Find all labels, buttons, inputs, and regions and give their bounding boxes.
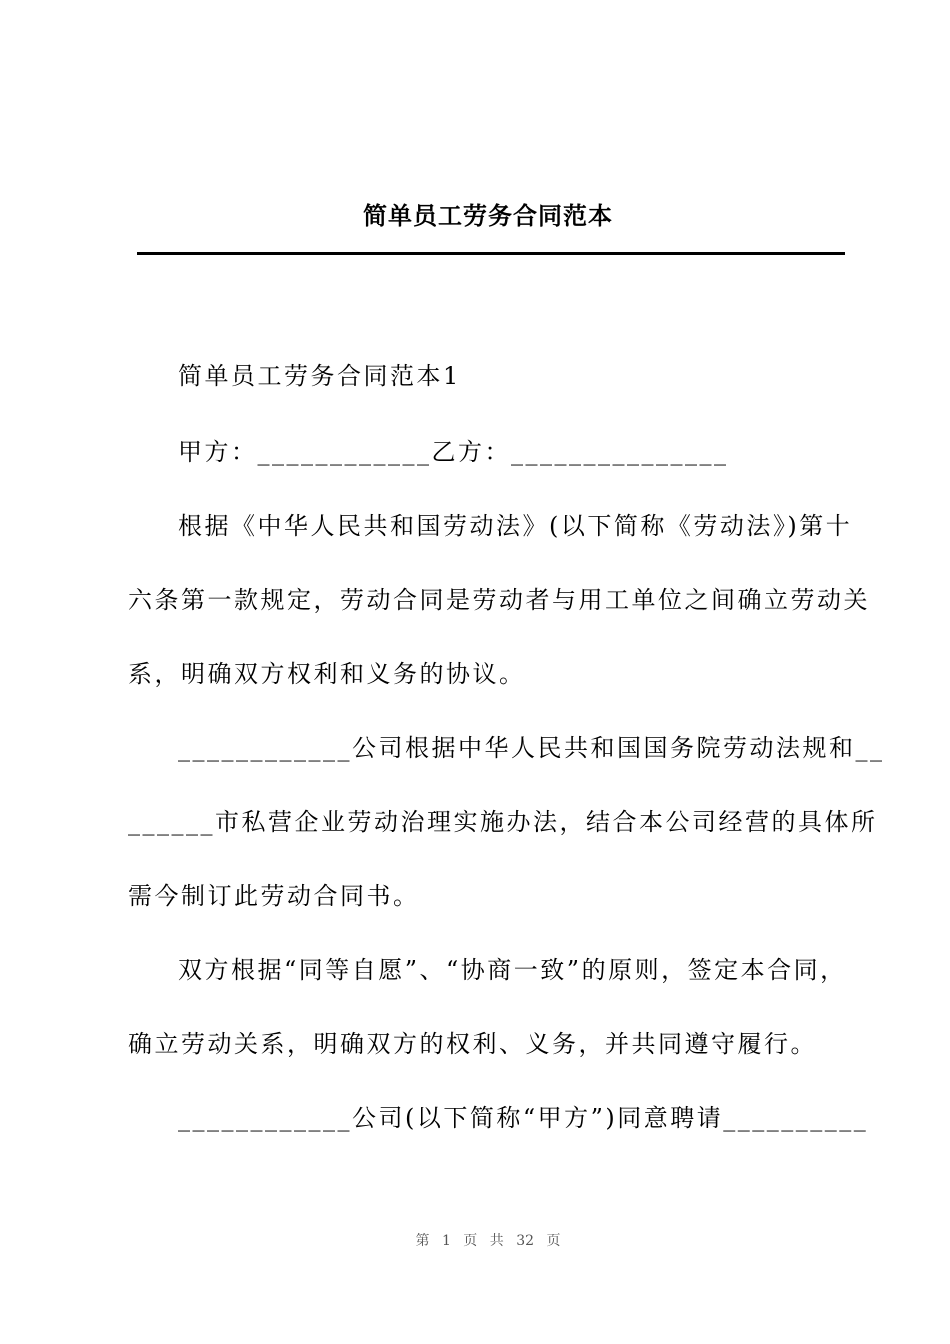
body-line: 系，明确双方权利和义务的协议。 [128,660,526,688]
document-title: 简单员工劳务合同范本 [363,201,613,230]
body-line: ____________公司根据中华人民共和国国务院劳动法规和__ [178,734,885,762]
party-line: 甲方：____________乙方：_______________ [178,438,729,466]
body-line: 需今制订此劳动合同书。 [128,882,420,910]
section-heading: 简单员工劳务合同范本1 [178,362,461,390]
body-line: ______市私营企业劳动治理实施办法，结合本公司经营的具体所 [128,808,878,836]
page-number: 第 1 页 共 32 页 [415,1233,561,1249]
body-line: 确立劳动关系，明确双方的权利、义务，并共同遵守履行。 [128,1030,817,1058]
body-line: ____________公司(以下简称“甲方”)同意聘请__________ [178,1104,869,1132]
body-line: 根据《中华人民共和国劳动法》(以下简称《劳动法》)第十 [178,512,853,540]
body-line: 六条第一款规定，劳动合同是劳动者与用工单位之间确立劳动关 [128,586,870,614]
title-underline [137,252,845,255]
body-line: 双方根据“同等自愿”、“协商一致”的原则，签定本合同， [178,956,847,984]
